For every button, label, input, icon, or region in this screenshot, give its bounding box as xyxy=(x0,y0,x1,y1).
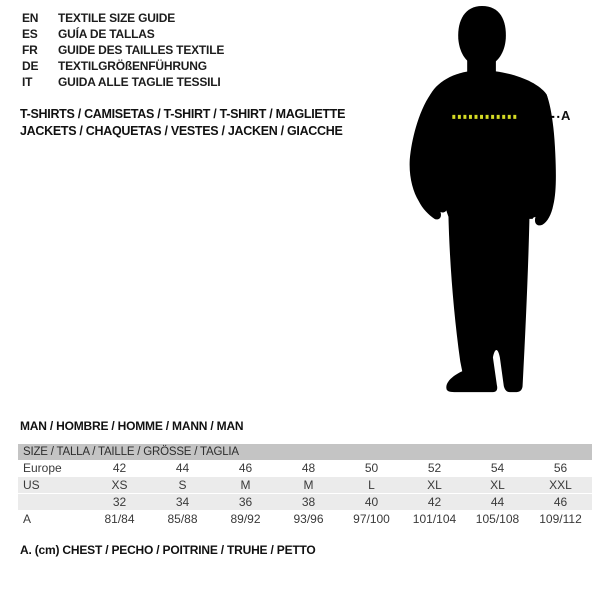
language-label: GUÍA DE TALLAS xyxy=(58,27,155,41)
row-label: US xyxy=(23,478,40,492)
size-cell: 44 xyxy=(490,495,505,509)
category-line-jackets: JACKETS / CHAQUETAS / VESTES / JACKEN / GIACCHE xyxy=(20,124,343,138)
silhouette-legs xyxy=(446,213,529,392)
silhouette-torso xyxy=(430,70,549,219)
size-table-header: SIZE / TALLA / TAILLE / GRÖSSE / TAGLIA xyxy=(18,444,592,460)
size-cell: XS xyxy=(111,478,128,492)
language-row xyxy=(22,10,224,26)
language-code: IT xyxy=(22,75,33,89)
size-cell: 109/112 xyxy=(539,512,582,526)
size-cell: 97/100 xyxy=(353,512,390,526)
size-cell: 46 xyxy=(238,461,253,475)
measurement-footnote: A. (cm) CHEST / PECHO / POITRINE / TRUHE / PETTO xyxy=(20,543,316,557)
language-code: FR xyxy=(22,43,38,57)
size-cell: 46 xyxy=(553,495,568,509)
size-cell: 89/92 xyxy=(230,512,261,526)
size-cell: 85/88 xyxy=(167,512,198,526)
language-code: ES xyxy=(22,27,38,41)
measure-label-a: A xyxy=(561,108,571,123)
language-row xyxy=(22,74,224,90)
size-cell: 38 xyxy=(301,495,316,509)
language-label: TEXTILE SIZE GUIDE xyxy=(58,11,176,25)
size-cell: 81/84 xyxy=(104,512,135,526)
size-cell: 32 xyxy=(112,495,127,509)
size-cell: 105/108 xyxy=(475,512,520,526)
size-cell: XL xyxy=(490,478,505,492)
size-cell: 56 xyxy=(553,461,568,475)
size-cell: 52 xyxy=(427,461,442,475)
table-row xyxy=(18,460,592,477)
size-cell: 34 xyxy=(175,495,190,509)
size-cell: 101/104 xyxy=(412,512,457,526)
table-row xyxy=(18,494,592,511)
size-cell: 54 xyxy=(490,461,505,475)
size-cell: 42 xyxy=(112,461,127,475)
row-label xyxy=(18,494,88,510)
size-cell: 36 xyxy=(238,495,253,509)
row-label: A xyxy=(23,512,32,526)
language-row xyxy=(22,58,224,74)
row-label: Europe xyxy=(23,461,62,475)
size-cell: 44 xyxy=(175,461,190,475)
section-title-man: MAN / HOMBRE / HOMME / MANN / MAN xyxy=(20,419,244,433)
language-label: GUIDA ALLE TAGLIE TESSILI xyxy=(58,75,221,89)
size-cell: 93/96 xyxy=(293,512,324,526)
language-code: EN xyxy=(22,11,39,25)
size-cell: 48 xyxy=(301,461,316,475)
size-cell: XL xyxy=(427,478,442,492)
size-cell: S xyxy=(178,478,187,492)
category-line-tshirts: T-SHIRTS / CAMISETAS / T-SHIRT / T-SHIRT / MAGLIETTE xyxy=(20,107,346,121)
language-code: DE xyxy=(22,59,39,73)
size-cell: L xyxy=(368,478,375,492)
size-table xyxy=(18,444,592,528)
category-lines xyxy=(20,106,345,140)
language-label: TEXTILGRÖßENFÜHRUNG xyxy=(58,59,207,73)
size-cell: M xyxy=(240,478,251,492)
table-row xyxy=(18,511,592,528)
size-cell: XXL xyxy=(549,478,572,492)
language-list xyxy=(22,10,224,90)
size-cell: 42 xyxy=(427,495,442,509)
man-silhouette xyxy=(405,3,565,399)
size-cell: 40 xyxy=(364,495,379,509)
size-table-body xyxy=(18,460,592,528)
size-cell: 50 xyxy=(364,461,379,475)
table-row xyxy=(18,477,592,494)
language-label: GUIDE DES TAILLES TEXTILE xyxy=(58,43,225,57)
size-cell: M xyxy=(303,478,314,492)
language-row xyxy=(22,26,224,42)
language-row xyxy=(22,42,224,58)
